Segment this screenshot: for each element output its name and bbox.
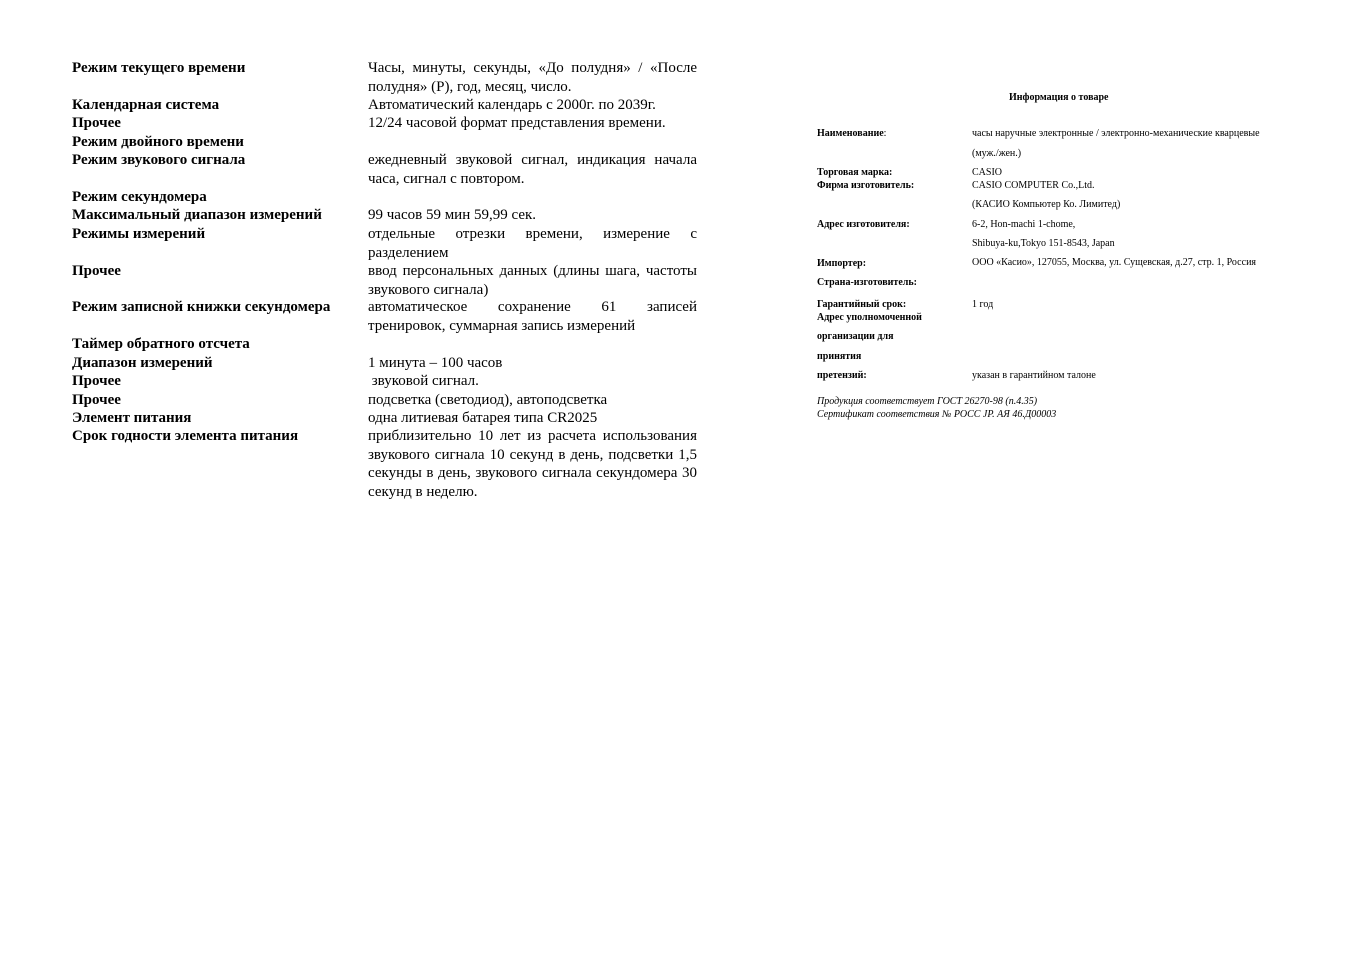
stopwatch-mode-label: Режим секундомера	[72, 189, 207, 205]
current-time-value: Часы, минуты, секунды, «До полудня» / «После полудня» (Р), год, месяц, число.	[368, 60, 697, 95]
claims-label-line2: организации для	[817, 331, 894, 342]
warranty-value: 1 год	[972, 299, 994, 310]
other-time-format-label: Прочее	[72, 115, 121, 131]
address-value-line2: Shibuya-ku,Tokyo 151-8543, Japan	[972, 238, 1115, 249]
notebook-mode-value: автоматическое сохранение 61 записей тренировок, суммарная запись измерений	[368, 299, 697, 334]
notebook-mode-label: Режим записной книжки секундомера	[72, 299, 331, 315]
name-value-line1: часы наручные электронные / электронно-механические кварцевые	[972, 128, 1260, 139]
address-label: Адрес изготовителя:	[817, 219, 910, 230]
country-label: Страна-изготовитель:	[817, 277, 917, 288]
brand-value: CASIO	[972, 167, 1003, 178]
other-sound-value: звуковой сигнал.	[368, 373, 479, 389]
other-time-format-value: 12/24 часовой формат представления времени.	[368, 115, 666, 131]
calendar-value: Автоматический календарь с 2000г. по 2039г.	[368, 97, 656, 113]
battery-value: одна литиевая батарея типа CR2025	[368, 410, 598, 426]
gost-compliance-note: Продукция соответствует ГОСТ 26270-98 (п.4.35)	[817, 396, 1038, 407]
battery-life-label: Срок годности элемента питания	[72, 428, 299, 444]
other-personal-data-value: ввод персональных данных (длины шага, частоты звукового сигнала)	[368, 263, 697, 298]
max-range-value: 99 часов 59 мин 59,99 сек.	[368, 207, 537, 223]
other-sound-label: Прочее	[72, 373, 121, 389]
measure-modes-label: Режимы измерений	[72, 226, 206, 242]
claims-label-line4: претензий:	[817, 370, 867, 381]
name-label-text: Наименование	[817, 128, 884, 139]
calendar-label: Календарная система	[72, 97, 220, 113]
warranty-label: Гарантийный срок:	[817, 299, 907, 310]
name-label	[817, 127, 886, 140]
importer-value: ООО «Касио», 127055, Москва, ул. Сущевская, д.27, стр. 1, Россия	[972, 257, 1257, 268]
importer-label: Импортер:	[817, 258, 867, 269]
other-backlight-label: Прочее	[72, 392, 121, 408]
manufacturer-value-line2: (КАСИО Компьютер Ко. Лимитед)	[972, 199, 1121, 210]
battery-label: Элемент питания	[72, 410, 192, 426]
claims-label-line1: Адрес уполномоченной	[817, 312, 922, 323]
brand-label: Торговая марка:	[817, 167, 893, 178]
claims-value: указан в гарантийном талоне	[972, 370, 1096, 381]
other-personal-data-label: Прочее	[72, 263, 121, 279]
current-time-label: Режим текущего времени	[72, 60, 246, 76]
certificate-note: Сертификат соответствия № РОСС JP. АЯ 46.Д00003	[817, 409, 1057, 420]
timer-range-value: 1 минута – 100 часов	[368, 355, 503, 371]
manufacturer-value-line1: CASIO COMPUTER Co.,Ltd.	[972, 180, 1095, 191]
address-value-line1: 6-2, Hon-machi 1-chome,	[972, 219, 1076, 230]
measure-modes-value: отдельные отрезки времени, измерение с разделением	[368, 226, 697, 261]
manufacturer-label: Фирма изготовитель:	[817, 180, 915, 191]
name-label-colon: :	[883, 128, 887, 139]
timer-range-label: Диапазон измерений	[72, 355, 213, 371]
dual-time-label: Режим двойного времени	[72, 134, 244, 150]
alarm-mode-value: ежедневный звуковой сигнал, индикация начала часа, сигнал с повтором.	[368, 152, 697, 187]
product-info-title: Информация о товаре	[1009, 92, 1109, 103]
battery-life-value: приблизительно 10 лет из расчета использования звукового сигнала 10 секунд в день, подсветки 1,5 секунды в день, звукового сигнала секундомера 30 секунд в неделю.	[368, 428, 697, 500]
max-range-label: Максимальный диапазон измерений	[72, 207, 322, 223]
other-backlight-value: подсветка (светодиод), автоподсветка	[368, 392, 608, 408]
countdown-timer-label: Таймер обратного отсчета	[72, 336, 250, 352]
claims-label-line3: принятия	[817, 351, 862, 362]
name-value-line2: (муж./жен.)	[972, 148, 1022, 159]
alarm-mode-label: Режим звукового сигнала	[72, 152, 246, 168]
